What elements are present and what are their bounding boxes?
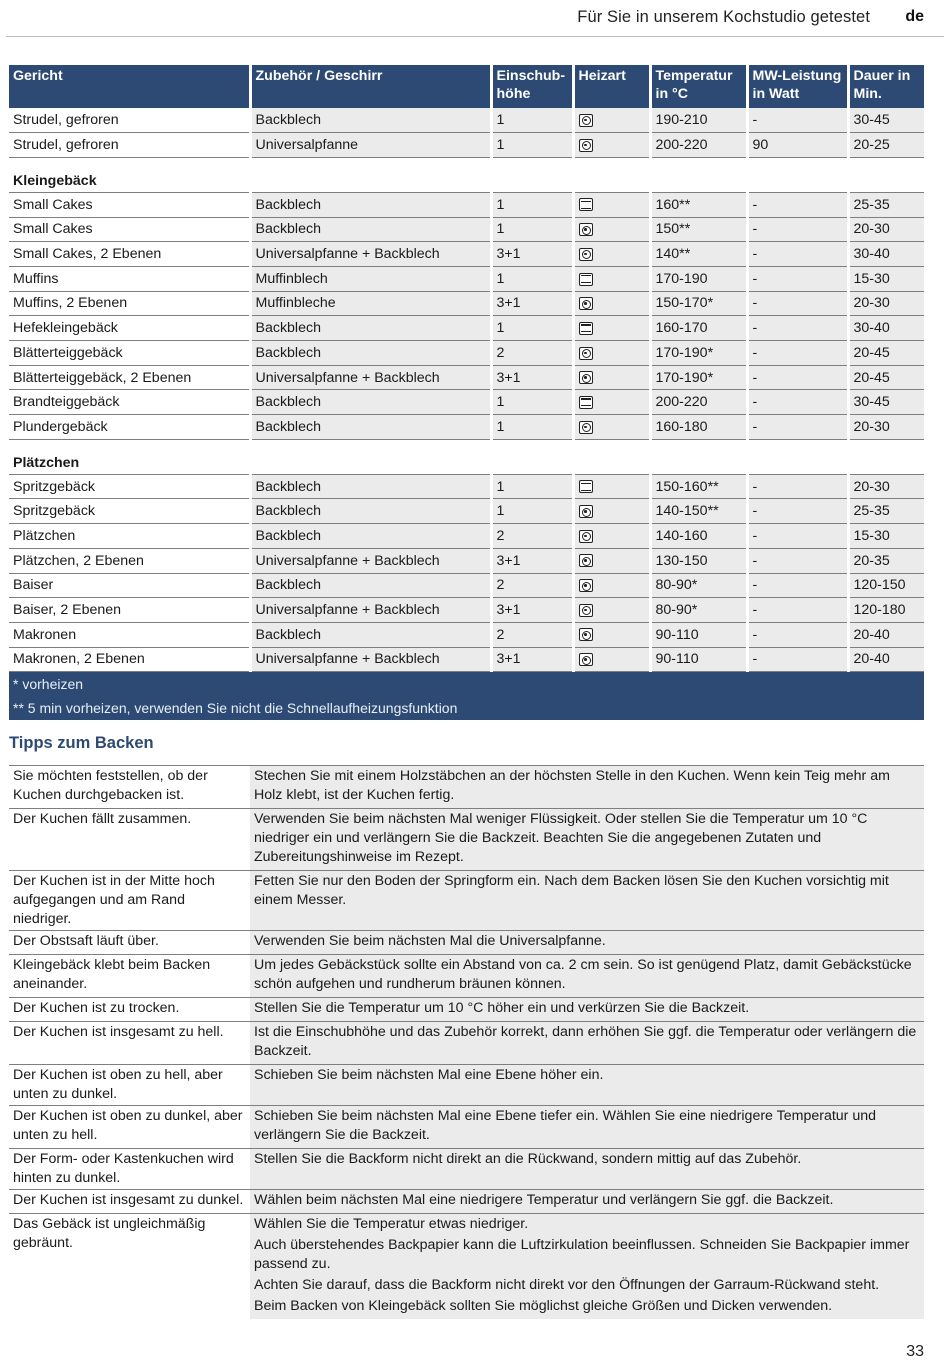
temperature-cell: 200-220 [650, 133, 747, 158]
dish-cell: Small Cakes [9, 192, 250, 217]
section-row [9, 157, 924, 192]
footnote-row [9, 696, 924, 720]
table-row [9, 622, 924, 647]
duration-cell: 20-45 [848, 365, 924, 390]
dish-cell: Blätterteiggebäck [9, 341, 250, 366]
temperature-cell: 170-190 [650, 266, 747, 291]
duration-cell: 20-30 [848, 474, 924, 499]
dish-cell: Spritzgebäck [9, 499, 250, 524]
tip-solution-paragraph: Stechen Sie mit einem Holzstäbchen an der höchsten Stelle in den Kuchen. Wenn kein Teig mehr am Holz klebt, ist der Kuchen fertig. [254, 768, 890, 803]
tips-table [9, 765, 924, 1319]
table-row [9, 474, 924, 499]
accessory-cell: Universalpfanne + Backblech [250, 598, 491, 623]
microwave-power-cell: 90 [747, 133, 848, 158]
temperature-cell: 160** [650, 192, 747, 217]
accessory-cell: Backblech [250, 390, 491, 415]
column-header: Heizart [573, 65, 650, 108]
tip-row [9, 931, 924, 955]
duration-cell: 30-40 [848, 242, 924, 267]
tip-solution-paragraph: Beim Backen von Kleingebäck sollten Sie möglichst gleiche Größen und Dicken verwenden. [254, 1298, 833, 1314]
heating-mode-cell [573, 133, 650, 158]
duration-cell: 20-40 [848, 622, 924, 647]
tips-body [9, 766, 924, 1320]
fan-heating-icon [579, 579, 593, 592]
tip-solution-paragraph: Auch überstehendes Backpapier kann die Luftzirkulation beeinflussen. Schneiden Sie Backpapier immer passend zu. [254, 1237, 910, 1272]
temperature-cell: 160-170 [650, 316, 747, 341]
heating-mode-cell [573, 474, 650, 499]
level-cell: 2 [491, 622, 573, 647]
heating-mode-cell [573, 341, 650, 366]
tip-row [9, 766, 924, 809]
temperature-cell: 140** [650, 242, 747, 267]
fan-heating-icon [579, 223, 593, 236]
temperature-cell: 80-90* [650, 573, 747, 598]
tip-solution-paragraph: Schieben Sie beim nächsten Mal eine Ebene höher ein. [254, 1067, 604, 1083]
heating-mode-cell [573, 647, 650, 672]
table-row [9, 192, 924, 217]
level-cell: 1 [491, 474, 573, 499]
heating-mode-cell [573, 415, 650, 440]
temperature-cell: 150-170* [650, 291, 747, 316]
dish-cell: Brandteiggebäck [9, 390, 250, 415]
duration-cell: 120-150 [848, 573, 924, 598]
heating-mode-cell [573, 192, 650, 217]
duration-cell: 120-180 [848, 598, 924, 623]
tip-solution-paragraph: Schieben Sie beim nächsten Mal eine Ebene tiefer ein. Wählen Sie eine niedrigere Temperatur und verlängern Sie die Backzeit. [254, 1108, 877, 1143]
accessory-cell: Backblech [250, 573, 491, 598]
tip-solution-paragraph: Ist die Einschubhöhe und das Zubehör korrekt, dann erhöhen Sie ggf. die Temperatur oder verlängern die Backzeit. [254, 1024, 917, 1059]
heating-mode-cell [573, 316, 650, 341]
tip-problem: Der Kuchen ist oben zu hell, aber unten zu dunkel. [9, 1065, 250, 1106]
footnote: ** 5 min vorheizen, verwenden Sie nicht die Schnellaufheizungsfunktion [9, 696, 924, 720]
dish-cell: Makronen, 2 Ebenen [9, 647, 250, 672]
accessory-cell: Universalpfanne + Backblech [250, 548, 491, 573]
temperature-cell: 150** [650, 217, 747, 242]
level-cell: 1 [491, 415, 573, 440]
duration-cell: 20-25 [848, 133, 924, 158]
tip-solution [250, 1149, 924, 1190]
level-cell: 3+1 [491, 548, 573, 573]
temperature-cell: 170-190* [650, 365, 747, 390]
dish-cell: Spritzgebäck [9, 474, 250, 499]
level-cell: 3+1 [491, 647, 573, 672]
dish-cell: Plundergebäck [9, 415, 250, 440]
table-row [9, 133, 924, 158]
dish-cell: Small Cakes, 2 Ebenen [9, 242, 250, 267]
tip-solution [250, 809, 924, 871]
tip-row [9, 1149, 924, 1190]
temperature-cell: 160-180 [650, 415, 747, 440]
section-label: Plätzchen [9, 439, 924, 474]
tip-row [9, 1022, 924, 1065]
accessory-cell: Backblech [250, 622, 491, 647]
tip-solution [250, 955, 924, 998]
tip-problem: Der Kuchen ist in der Mitte hoch aufgegangen und am Rand niedriger. [9, 871, 250, 931]
tip-problem: Der Kuchen ist insgesamt zu dunkel. [9, 1190, 250, 1214]
accessory-cell: Universalpfanne + Backblech [250, 242, 491, 267]
baking-table [9, 65, 924, 720]
tip-problem: Der Obstsaft läuft über. [9, 931, 250, 955]
level-cell: 3+1 [491, 291, 573, 316]
accessory-cell: Backblech [250, 108, 491, 133]
accessory-cell: Universalpfanne [250, 133, 491, 158]
table-row [9, 647, 924, 672]
dish-cell: Baiser [9, 573, 250, 598]
page-header-title: Für Sie in unserem Kochstudio getestet [577, 8, 870, 26]
table-row [9, 242, 924, 267]
tip-problem: Der Kuchen ist zu trocken. [9, 998, 250, 1022]
tip-solution-paragraph: Stellen Sie die Temperatur um 10 °C höher ein und verkürzen Sie die Backzeit. [254, 1000, 750, 1016]
table-row [9, 108, 924, 133]
heating-mode-cell [573, 108, 650, 133]
header-divider [6, 36, 944, 37]
heating-mode-cell [573, 242, 650, 267]
temperature-cell: 80-90* [650, 598, 747, 623]
heating-mode-cell [573, 266, 650, 291]
footnote: * vorheizen [9, 672, 924, 696]
tip-problem: Kleingebäck klebt beim Backen aneinander. [9, 955, 250, 998]
tips-heading: Tipps zum Backen [9, 734, 154, 752]
heating-mode-cell [573, 390, 650, 415]
tip-problem: Sie möchten feststellen, ob der Kuchen durchgebacken ist. [9, 766, 250, 809]
column-header: Temperatur in °C [650, 65, 747, 108]
tip-solution-paragraph: Stellen Sie die Backform nicht direkt an die Rückwand, sondern mittig auf das Zubehör. [254, 1151, 802, 1167]
fan-heating-icon [579, 248, 593, 261]
tip-problem: Der Kuchen ist oben zu dunkel, aber unten zu hell. [9, 1106, 250, 1149]
duration-cell: 30-40 [848, 316, 924, 341]
top-bottom-heating-icon [579, 480, 593, 493]
fan-heating-icon [579, 297, 593, 310]
tip-solution [250, 1106, 924, 1149]
language-code: de [905, 8, 924, 25]
heating-mode-cell [573, 524, 650, 549]
table-row [9, 415, 924, 440]
level-cell: 3+1 [491, 365, 573, 390]
table-row [9, 598, 924, 623]
duration-cell: 15-30 [848, 266, 924, 291]
tip-solution [250, 998, 924, 1022]
microwave-power-cell: - [747, 108, 848, 133]
duration-cell: 25-35 [848, 499, 924, 524]
table-row [9, 548, 924, 573]
microwave-power-cell: - [747, 415, 848, 440]
microwave-power-cell: - [747, 341, 848, 366]
level-cell: 1 [491, 499, 573, 524]
level-cell: 1 [491, 316, 573, 341]
accessory-cell: Backblech [250, 192, 491, 217]
tip-solution [250, 766, 924, 809]
microwave-power-cell: - [747, 242, 848, 267]
top-bottom-heating-icon [579, 273, 593, 286]
microwave-power-cell: - [747, 499, 848, 524]
tip-solution-paragraph: Achten Sie darauf, dass die Backform nicht direkt vor den Öffnungen der Garraum-Rückwand steht. [254, 1277, 880, 1293]
temperature-cell: 90-110 [650, 622, 747, 647]
dish-cell: Strudel, gefroren [9, 133, 250, 158]
column-header: MW-Leistung in Watt [747, 65, 848, 108]
level-cell: 1 [491, 217, 573, 242]
tip-problem: Der Form- oder Kastenkuchen wird hinten zu dunkel. [9, 1149, 250, 1190]
duration-cell: 15-30 [848, 524, 924, 549]
dish-cell: Plätzchen [9, 524, 250, 549]
table-row [9, 365, 924, 390]
page-number: 33 [906, 1343, 924, 1360]
duration-cell: 20-30 [848, 217, 924, 242]
temperature-cell: 140-150** [650, 499, 747, 524]
table-row [9, 266, 924, 291]
level-cell: 1 [491, 108, 573, 133]
tip-row [9, 1190, 924, 1214]
microwave-power-cell: - [747, 266, 848, 291]
level-cell: 3+1 [491, 598, 573, 623]
accessory-cell: Muffinbleche [250, 291, 491, 316]
table-row [9, 573, 924, 598]
tip-problem: Der Kuchen fällt zusammen. [9, 809, 250, 871]
tip-solution [250, 1065, 924, 1106]
tip-row [9, 1106, 924, 1149]
level-cell: 1 [491, 266, 573, 291]
temperature-cell: 130-150 [650, 548, 747, 573]
duration-cell: 30-45 [848, 390, 924, 415]
accessory-cell: Backblech [250, 524, 491, 549]
heating-mode-cell [573, 573, 650, 598]
accessory-cell: Universalpfanne + Backblech [250, 365, 491, 390]
tip-solution-paragraph: Wählen Sie die Temperatur etwas niedriger. [254, 1216, 529, 1232]
tip-row [9, 1065, 924, 1106]
temperature-cell: 190-210 [650, 108, 747, 133]
tip-row [9, 809, 924, 871]
tip-row [9, 871, 924, 931]
tip-solution-paragraph: Verwenden Sie beim nächsten Mal die Universalpfanne. [254, 933, 606, 949]
table-row [9, 217, 924, 242]
accessory-cell: Universalpfanne + Backblech [250, 647, 491, 672]
level-cell: 1 [491, 192, 573, 217]
accessory-cell: Backblech [250, 474, 491, 499]
tip-solution [250, 1190, 924, 1214]
tip-row [9, 955, 924, 998]
dish-cell: Makronen [9, 622, 250, 647]
microwave-power-cell: - [747, 217, 848, 242]
tip-solution-paragraph: Fetten Sie nur den Boden der Springform ein. Nach dem Backen lösen Sie den Kuchen vorsichtig mit einem Messer. [254, 873, 889, 908]
top-bottom-heating-icon [579, 198, 593, 211]
tip-solution [250, 871, 924, 931]
microwave-power-cell: - [747, 316, 848, 341]
microwave-power-cell: - [747, 598, 848, 623]
temperature-cell: 140-160 [650, 524, 747, 549]
level-cell: 3+1 [491, 242, 573, 267]
duration-cell: 20-40 [848, 647, 924, 672]
table-row [9, 390, 924, 415]
fan-heating-icon [579, 371, 593, 384]
heating-mode-cell [573, 291, 650, 316]
fan-heating-icon [579, 114, 593, 127]
table-header-row [9, 65, 924, 108]
accessory-cell: Backblech [250, 316, 491, 341]
dish-cell: Hefekleingebäck [9, 316, 250, 341]
table-row [9, 499, 924, 524]
column-header: Zubehör / Geschirr [250, 65, 491, 108]
fan-heating-icon [579, 604, 593, 617]
fan-heating-icon [579, 505, 593, 518]
column-header: Gericht [9, 65, 250, 108]
dish-cell: Small Cakes [9, 217, 250, 242]
tip-solution [250, 931, 924, 955]
tip-row [9, 998, 924, 1022]
heating-mode-cell [573, 598, 650, 623]
tip-solution [250, 1214, 924, 1320]
duration-cell: 20-45 [848, 341, 924, 366]
duration-cell: 20-30 [848, 415, 924, 440]
level-cell: 2 [491, 573, 573, 598]
temperature-cell: 170-190* [650, 341, 747, 366]
dish-cell: Plätzchen, 2 Ebenen [9, 548, 250, 573]
microwave-power-cell: - [747, 390, 848, 415]
temperature-cell: 90-110 [650, 647, 747, 672]
top-bottom-heating-icon [579, 322, 593, 335]
fan-heating-icon [579, 347, 593, 360]
microwave-power-cell: - [747, 524, 848, 549]
microwave-power-cell: - [747, 192, 848, 217]
microwave-power-cell: - [747, 622, 848, 647]
tip-row [9, 1214, 924, 1320]
level-cell: 1 [491, 133, 573, 158]
dish-cell: Baiser, 2 Ebenen [9, 598, 250, 623]
duration-cell: 20-35 [848, 548, 924, 573]
heating-mode-cell [573, 548, 650, 573]
accessory-cell: Backblech [250, 217, 491, 242]
level-cell: 2 [491, 524, 573, 549]
tip-problem: Das Gebäck ist ungleichmäßig gebräunt. [9, 1214, 250, 1320]
dish-cell: Muffins [9, 266, 250, 291]
top-bottom-heating-icon [579, 396, 593, 409]
table-row [9, 341, 924, 366]
duration-cell: 20-30 [848, 291, 924, 316]
table-row [9, 291, 924, 316]
dish-cell: Strudel, gefroren [9, 108, 250, 133]
duration-cell: 30-45 [848, 108, 924, 133]
microwave-power-cell: - [747, 365, 848, 390]
accessory-cell: Backblech [250, 499, 491, 524]
temperature-cell: 150-160** [650, 474, 747, 499]
microwave-power-cell: - [747, 573, 848, 598]
fan-heating-icon [579, 653, 593, 666]
fan-heating-icon [579, 530, 593, 543]
accessory-cell: Muffinblech [250, 266, 491, 291]
heating-mode-cell [573, 217, 650, 242]
footnote-row [9, 672, 924, 696]
heating-mode-cell [573, 622, 650, 647]
table-row [9, 524, 924, 549]
tip-solution [250, 1022, 924, 1065]
column-header: Einschub- höhe [491, 65, 573, 108]
table-body [9, 108, 924, 720]
tip-solution-paragraph: Um jedes Gebäckstück sollte ein Abstand von ca. 2 cm sein. So ist genügend Platz, damit Gebäckstücke schön aufgehen und rundherum bräunen können. [254, 957, 912, 992]
fan-heating-icon [579, 421, 593, 434]
heating-mode-cell [573, 365, 650, 390]
section-label: Kleingebäck [9, 157, 924, 192]
table-row [9, 316, 924, 341]
duration-cell: 25-35 [848, 192, 924, 217]
tip-solution-paragraph: Wählen beim nächsten Mal eine niedrigere Temperatur und verlängern Sie ggf. die Backzeit. [254, 1192, 834, 1208]
accessory-cell: Backblech [250, 415, 491, 440]
fan-heating-icon [579, 139, 593, 152]
dish-cell: Muffins, 2 Ebenen [9, 291, 250, 316]
temperature-cell: 200-220 [650, 390, 747, 415]
level-cell: 1 [491, 390, 573, 415]
microwave-power-cell: - [747, 291, 848, 316]
heating-mode-cell [573, 499, 650, 524]
tip-solution-paragraph: Verwenden Sie beim nächsten Mal weniger Flüssigkeit. Oder stellen Sie die Temperatur um 10 °C niedriger ein und verlängern Sie die Backzeit. Beachten Sie die angegebenen Zutaten und Zubereitungshinweise im Rezept. [254, 811, 868, 865]
fan-heating-icon [579, 628, 593, 641]
level-cell: 2 [491, 341, 573, 366]
fan-heating-icon [579, 554, 593, 567]
microwave-power-cell: - [747, 548, 848, 573]
microwave-power-cell: - [747, 647, 848, 672]
tip-problem: Der Kuchen ist insgesamt zu hell. [9, 1022, 250, 1065]
column-header: Dauer in Min. [848, 65, 924, 108]
microwave-power-cell: - [747, 474, 848, 499]
dish-cell: Blätterteiggebäck, 2 Ebenen [9, 365, 250, 390]
accessory-cell: Backblech [250, 341, 491, 366]
section-row [9, 439, 924, 474]
